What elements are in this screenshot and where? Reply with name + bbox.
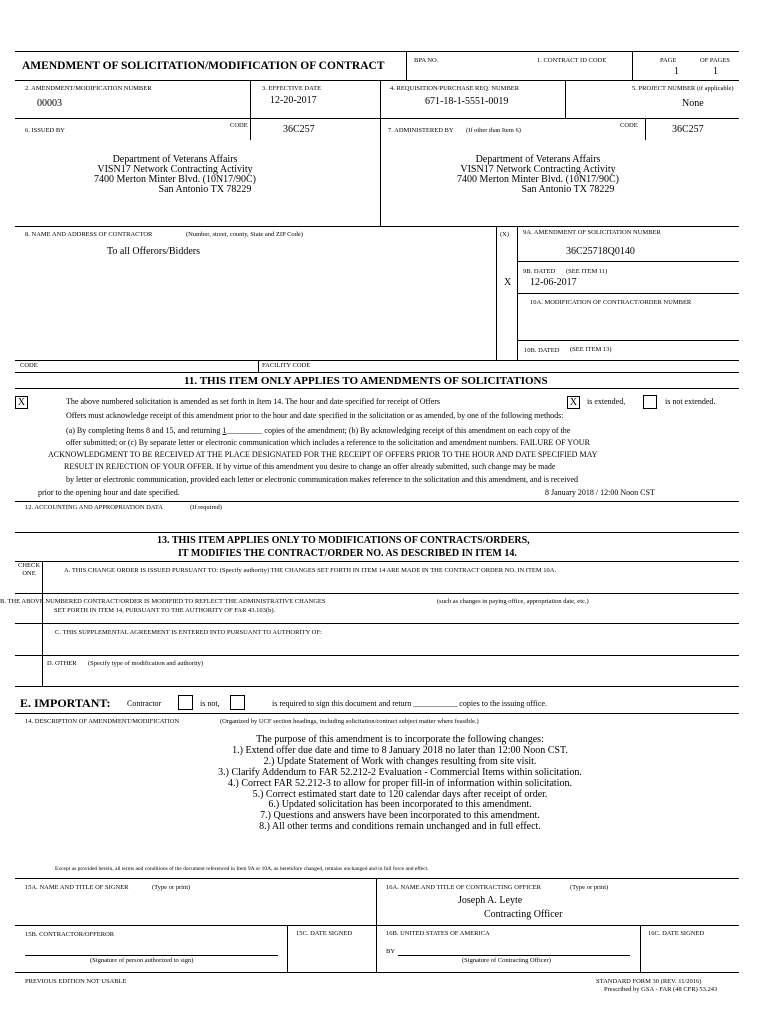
div-15c xyxy=(287,925,288,972)
item10a-label: 10A. MODIFICATION OF CONTRACT/ORDER NUMBER xyxy=(530,299,692,306)
rule-11-top xyxy=(15,372,739,373)
item11-line4: offer submitted; or (c) By separate letter or electronic communication which includes a reference to the solicitation and amendment numbers. FAILURE OF YOUR xyxy=(66,438,590,447)
not-extended-label: is not extended. xyxy=(665,397,716,406)
sig-officer-note: (Signature of Contracting Officer) xyxy=(462,957,551,964)
rule-13-bottom xyxy=(15,561,739,562)
item11-heading: 11. THIS ITEM ONLY APPLIES TO AMENDMENTS OF SOLICITATIONS xyxy=(184,375,548,387)
issued-code: 36C257 xyxy=(283,124,315,135)
item14-line2: 2.) Update Statement of Work with changes resulting from site visit. xyxy=(263,755,537,767)
rule-10a xyxy=(517,293,739,294)
issued-line1: Department of Veterans Affairs xyxy=(112,154,238,165)
item13d-note: (Specify type of modification and authority) xyxy=(88,660,203,667)
contract-id-label: 1. CONTRACT ID CODE xyxy=(537,57,607,64)
code-label-2: CODE xyxy=(620,122,638,129)
administered-line4: San Antonio TX 78229 xyxy=(521,184,615,195)
administered-note: (If other than Item 6) xyxy=(466,127,521,134)
not-extended-checkbox[interactable] xyxy=(643,395,657,409)
rule-except xyxy=(15,878,739,879)
administered-address xyxy=(388,155,688,195)
item11-line2: Offers must acknowledge receipt of this amendment prior to the hour and date specified in the solicitation or as amended, by one of the following methods: xyxy=(66,411,564,420)
div-proj xyxy=(565,80,566,118)
rule-12 xyxy=(15,501,739,502)
extended-checkbox[interactable]: X xyxy=(567,396,580,409)
div-9a xyxy=(517,226,518,360)
issued-line2: VISN17 Network Contracting Activity xyxy=(97,164,253,175)
rule-15b xyxy=(15,925,739,926)
div-eff xyxy=(250,80,251,118)
item13-heading1: 13. THIS ITEM APPLIES ONLY TO MODIFICATIONS OF CONTRACTS/ORDERS, xyxy=(157,535,530,546)
item13-heading2: IT MODIFIES THE CONTRACT/ORDER NO. AS DESCRIBED IN ITEM 14. xyxy=(178,548,517,559)
sig-person-note: (Signature of person authorized to sign) xyxy=(90,957,194,964)
project-value: None xyxy=(682,98,704,109)
rule-row2 xyxy=(15,80,739,81)
important-label: E. IMPORTANT: xyxy=(20,696,111,710)
contractor-signature-line[interactable] xyxy=(25,955,278,956)
item13b-label[interactable]: B. THE ABOVE NUMBERED CONTRACT/ORDER IS MODIFIED TO REFLECT THE ADMINISTRATIVE CHANGES xyxy=(0,598,326,605)
requisition-label: 4. REQUISITION/PURCHASE REQ. NUMBER xyxy=(390,85,520,92)
check-one-2: ONE xyxy=(22,570,36,577)
is-required-checkbox[interactable] xyxy=(230,695,245,710)
form-title: AMENDMENT OF SOLICITATION/MODIFICATION OF CONTRACT xyxy=(22,60,385,72)
item11-line3a: (a) By completing Items 8 and 15, and returning xyxy=(66,426,221,435)
item14-note: (Organized by UCF section headings, including solicitation/contract subject matter where feasible.) xyxy=(220,718,479,725)
is-not-label: is not, xyxy=(200,699,220,708)
item11-line6: RESULT IN REJECTION OF YOUR OFFER. If by virtue of this amendment you desire to change an offer already submitted, such change may be made xyxy=(64,462,556,471)
item9b-label: 9B. DATED xyxy=(523,268,556,275)
div-facility xyxy=(258,360,259,372)
item14-line0: The purpose of this amendment is to incorporate the following changes: xyxy=(256,734,544,745)
item9b-value: 12-06-2017 xyxy=(530,277,577,288)
issued-line3: 7400 Merton Minter Blvd. (10N17/90C) xyxy=(94,174,256,185)
item14-label: 14. DESCRIPTION OF AMENDMENT/MODIFICATION xyxy=(25,718,180,725)
issued-line4: San Antonio TX 78229 xyxy=(158,184,252,195)
officer-signature-line[interactable] xyxy=(398,955,630,956)
except-text: Except as provided herein, all terms and conditions of the document referenced in Item 9A or 10A, as heretofore changed, remains unchanged and in full force and effect. xyxy=(55,866,429,872)
due-date: 8 January 2018 / 12:00 Noon CST xyxy=(545,488,655,497)
contractor-note: (Number, street, county, State and ZIP Code) xyxy=(186,231,303,238)
effective-value: 12-20-2017 xyxy=(270,95,317,106)
item12-label: 12. ACCOUNTING AND APPROPRIATION DATA xyxy=(25,504,163,511)
div-code1 xyxy=(250,118,251,140)
rule-bottom xyxy=(15,972,739,973)
prescribed-by: Prescribed by GSA - FAR (48 CFR) 53.243 xyxy=(604,986,718,993)
bpa-label: BPA NO. xyxy=(414,57,439,64)
amendment-value: 00003 xyxy=(37,98,62,109)
form-number: STANDARD FORM 30 (REV. 11/2016) xyxy=(596,978,702,985)
officer-name: Joseph A. Leyte xyxy=(458,895,523,906)
rule-13a xyxy=(15,593,739,594)
rule-10b xyxy=(517,340,739,341)
item13b-note: (such as changes in paying office, appropriation date, etc.) xyxy=(437,598,589,605)
rule-important xyxy=(15,713,739,714)
is-extended-label: is extended, xyxy=(587,397,626,406)
item16a-label: 16A. NAME AND TITLE OF CONTRACTING OFFICER xyxy=(386,884,541,891)
item9b-note: (SEE ITEM 11) xyxy=(566,268,608,275)
item11-line5: ACKNOWLEDGMENT TO BE RECEIVED AT THE PLACE DESIGNATED FOR THE RECEIPT OF OFFERS PRIOR TO THE HOUR AND DATE SPECIFIED MAY xyxy=(48,450,598,459)
item13d-label[interactable]: D. OTHER xyxy=(47,660,77,667)
item14-line8: 8.) All other terms and conditions remain unchanged and in full effect. xyxy=(259,821,541,833)
amendment-label: 2. AMENDMENT/MODIFICATION NUMBER xyxy=(25,85,152,92)
rule-13-top xyxy=(15,532,739,533)
item12-note: (If required) xyxy=(190,504,222,511)
code-label: CODE xyxy=(230,122,248,129)
administered-code: 36C257 xyxy=(672,124,704,135)
div-16c xyxy=(640,925,641,972)
requisition-value: 671-18-1-5551-0019 xyxy=(425,96,509,107)
previous-edition: PREVIOUS EDITION NOT USABLE xyxy=(25,978,127,985)
of-pages-value: 1 xyxy=(713,66,718,77)
rule-13b xyxy=(15,623,739,624)
div-check xyxy=(42,561,43,686)
of-pages-label: OF PAGES xyxy=(700,57,730,64)
issued-label: 6. ISSUED BY xyxy=(25,127,65,134)
item15c-label: 15C. DATE SIGNED xyxy=(296,930,353,937)
item10b-note: (SEE ITEM 13) xyxy=(570,346,612,353)
item14-line7: 7.) Questions and answers have been incorporated to this amendment. xyxy=(260,810,540,822)
item9a-value: 36C25718Q0140 xyxy=(566,246,635,257)
item15a-note: (Type or print) xyxy=(152,884,191,891)
rule-13c xyxy=(15,655,739,656)
item13b-label2: SET FORTH IN ITEM 14, PURSUANT TO THE AUTHORITY OF FAR 43.103(b). xyxy=(54,607,276,614)
top-border xyxy=(15,51,739,52)
div-page xyxy=(632,51,633,80)
administered-line1: Department of Veterans Affairs xyxy=(475,154,601,165)
administered-label: 7. ADMINISTERED BY xyxy=(388,127,454,134)
item11-line1: The above numbered solicitation is amended as set forth in Item 14. The hour and date specified for receipt of Offers xyxy=(66,397,441,406)
x-label: (X) xyxy=(500,231,510,238)
item14-line4: 4.) Correct FAR 52.212-3 to allow for proper fill-in of information within solicitation. xyxy=(228,777,572,789)
div-mid xyxy=(380,80,381,226)
by-label: BY xyxy=(386,948,396,955)
rule-9b xyxy=(517,261,739,262)
rule-row3 xyxy=(15,118,739,119)
issued-address xyxy=(25,155,325,195)
rule-13d xyxy=(15,686,739,687)
page-value: 1 xyxy=(674,66,679,77)
item11-line3: (a) By completing Items 8 and 15, and returning 1_________ copies of the amendment; (b) By acknowledging receipt of this amendment on each copy of the xyxy=(66,426,571,435)
div-x xyxy=(496,226,497,360)
item16b-label: 16B. UNITED STATES OF AMERICA xyxy=(386,930,490,937)
administered-line3: 7400 Merton Minter Blvd. (10N17/90C) xyxy=(457,174,619,185)
effective-label: 3. EFFECTIVE DATE xyxy=(262,85,322,92)
is-required-label: is required to sign this document and return ___________ copies to the issuing office. xyxy=(272,699,547,708)
item9b-x: X xyxy=(504,277,512,288)
item14-line6: 6.) Updated solicitation has been incorporated to this amendment. xyxy=(268,799,532,811)
item11-line3b: copies of the amendment; (b) By acknowledging receipt of this amendment on each copy of the xyxy=(264,426,571,435)
rule-11-bottom xyxy=(15,388,739,389)
project-label: 5. PROJECT NUMBER (if applicable) xyxy=(632,85,734,92)
item9a-label: 9A. AMENDMENT OF SOLICITATION NUMBER xyxy=(523,229,661,236)
item15b-label: 15B. CONTRACTOR/OFFEROR xyxy=(25,931,115,938)
item11-line7: by letter or electronic communication, provided each letter or electronic communication makes reference to the solicitation and this amendment, and is received xyxy=(66,475,579,484)
item10b-label: 10B. DATED xyxy=(524,347,560,354)
item16a-note: (Type or print) xyxy=(570,884,609,891)
code-label-8: CODE xyxy=(20,362,38,369)
div-sig xyxy=(376,878,377,972)
rule-row8 xyxy=(15,226,739,227)
rule-code xyxy=(15,360,739,361)
contractor-label: 8. NAME AND ADDRESS OF CONTRACTOR xyxy=(25,231,153,238)
div-code2 xyxy=(645,118,646,140)
check-one-label xyxy=(16,562,42,578)
copies-value: 1 xyxy=(222,426,227,435)
item11-line8: prior to the opening hour and date specified. xyxy=(38,488,180,497)
item13c-label[interactable]: C. THIS SUPPLEMENTAL AGREEMENT IS ENTERED INTO PURSUANT TO AUTHORITY OF: xyxy=(55,629,322,636)
item14-line5: 5.) Correct estimated start date to 120 calendar days after receipt of order. xyxy=(252,788,548,800)
important-contractor: Contractor xyxy=(127,699,162,708)
is-not-checkbox[interactable] xyxy=(178,695,193,710)
contractor-value: To all Offerors/Bidders xyxy=(107,246,200,257)
facility-label: FACILITY CODE xyxy=(262,362,311,369)
item16c-label: 16C. DATE SIGNED xyxy=(648,930,705,937)
page-label: PAGE xyxy=(660,57,677,64)
administered-line2: VISN17 Network Contracting Activity xyxy=(460,164,616,175)
officer-title: Contracting Officer xyxy=(484,909,563,920)
item15a-label: 15A. NAME AND TITLE OF SIGNER xyxy=(25,884,129,891)
div-bpa xyxy=(406,51,407,80)
item14-line1: 1.) Extend offer due date and time to 8 January 2018 no later than 12:00 Noon CST. xyxy=(232,744,568,756)
item14-line3: 3.) Clarify Addendum to FAR 52.212-2 Evaluation - Commercial Items within solicitation. xyxy=(218,766,582,778)
check-one-1: CHECK xyxy=(17,562,41,569)
item13a-label[interactable]: A. THIS CHANGE ORDER IS ISSUED PURSUANT TO: (Specify authority) THE CHANGES SET FORTH IN ITEM 14 ARE MADE IN THE CONTRACT ORDER NO. IN ITEM 10A. xyxy=(64,567,557,574)
item11-checkbox[interactable]: X xyxy=(15,396,28,409)
item14-description xyxy=(180,735,620,833)
